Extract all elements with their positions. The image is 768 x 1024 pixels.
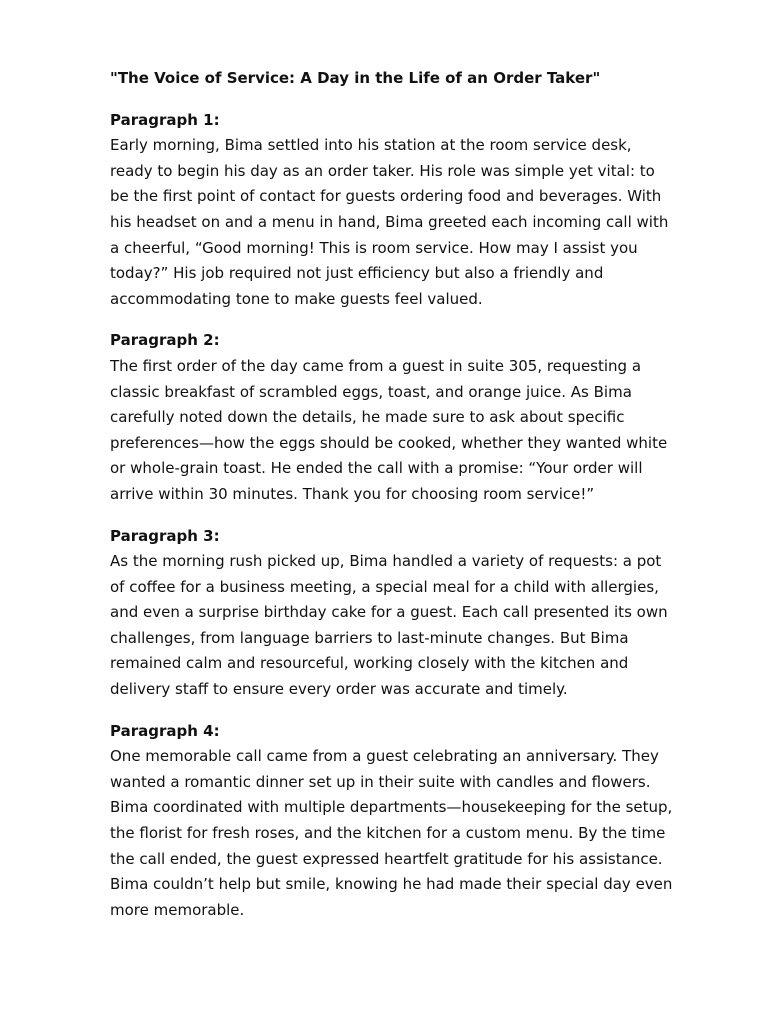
paragraph-body [110, 133, 700, 312]
paragraph-line: the florist for fresh roses, and the kitchen for a custom menu. By the time [110, 824, 666, 843]
paragraph-section-4 [110, 719, 700, 924]
paragraph-line: Bima coordinated with multiple departments—housekeeping for the setup, [110, 798, 673, 817]
paragraph-line: be the first point of contact for guests ordering food and beverages. With [110, 187, 662, 206]
paragraph-line: arrive within 30 minutes. Thank you for choosing room service!” [110, 484, 595, 503]
paragraph-body [110, 744, 700, 923]
paragraph-line: carefully noted down the details, he made sure to ask about specific [110, 408, 625, 427]
paragraph-line: The first order of the day came from a guest in suite 305, requesting a [110, 356, 642, 375]
paragraph-line: delivery staff to ensure every order was accurate and timely. [110, 680, 568, 699]
paragraph-line: Bima couldn’t help but smile, knowing he had made their special day even [110, 875, 673, 894]
paragraph-line: the call ended, the guest expressed heartfelt gratitude for his assistance. [110, 849, 663, 868]
paragraph-body [110, 549, 700, 703]
paragraph-line: challenges, from language barriers to last-minute changes. But Bima [110, 628, 629, 647]
paragraph-heading: Paragraph 3: [110, 526, 220, 545]
paragraph-section-1 [110, 108, 700, 313]
paragraph-line: accommodating tone to make guests feel valued. [110, 289, 483, 308]
paragraph-body [110, 354, 700, 508]
paragraph-sections [110, 108, 700, 924]
paragraph-line: ready to begin his day as an order taker. His role was simple yet vital: to [110, 161, 655, 180]
paragraph-section-3 [110, 524, 700, 703]
paragraph-line: or whole-grain toast. He ended the call with a promise: “Your order will [110, 459, 643, 478]
paragraph-line: his headset on and a menu in hand, Bima greeted each incoming call with [110, 212, 669, 231]
paragraph-line: Early morning, Bima settled into his station at the room service desk, [110, 136, 632, 155]
paragraph-line: today?” His job required not just efficiency but also a friendly and [110, 264, 604, 283]
paragraph-line: more memorable. [110, 900, 245, 919]
paragraph-heading: Paragraph 2: [110, 331, 220, 350]
paragraph-section-2 [110, 328, 700, 507]
paragraph-line: and even a surprise birthday cake for a guest. Each call presented its own [110, 603, 668, 622]
document-content [110, 66, 700, 939]
paragraph-line: remained calm and resourceful, working closely with the kitchen and [110, 654, 629, 673]
paragraph-heading: Paragraph 1: [110, 110, 220, 129]
paragraph-line: classic breakfast of scrambled eggs, toast, and orange juice. As Bima [110, 382, 632, 401]
paragraph-line: preferences—how the eggs should be cooked, whether they wanted white [110, 433, 668, 452]
paragraph-line: As the morning rush picked up, Bima handled a variety of requests: a pot [110, 552, 662, 571]
paragraph-line: One memorable call came from a guest celebrating an anniversary. They [110, 747, 659, 766]
paragraph-line: wanted a romantic dinner set up in their suite with candles and flowers. [110, 772, 651, 791]
paragraph-heading: Paragraph 4: [110, 721, 220, 740]
paragraph-line: a cheerful, “Good morning! This is room service. How may I assist you [110, 238, 638, 257]
document-title: "The Voice of Service: A Day in the Life of an Order Taker" [110, 69, 601, 87]
paragraph-line: of coffee for a business meeting, a special meal for a child with allergies, [110, 577, 659, 596]
